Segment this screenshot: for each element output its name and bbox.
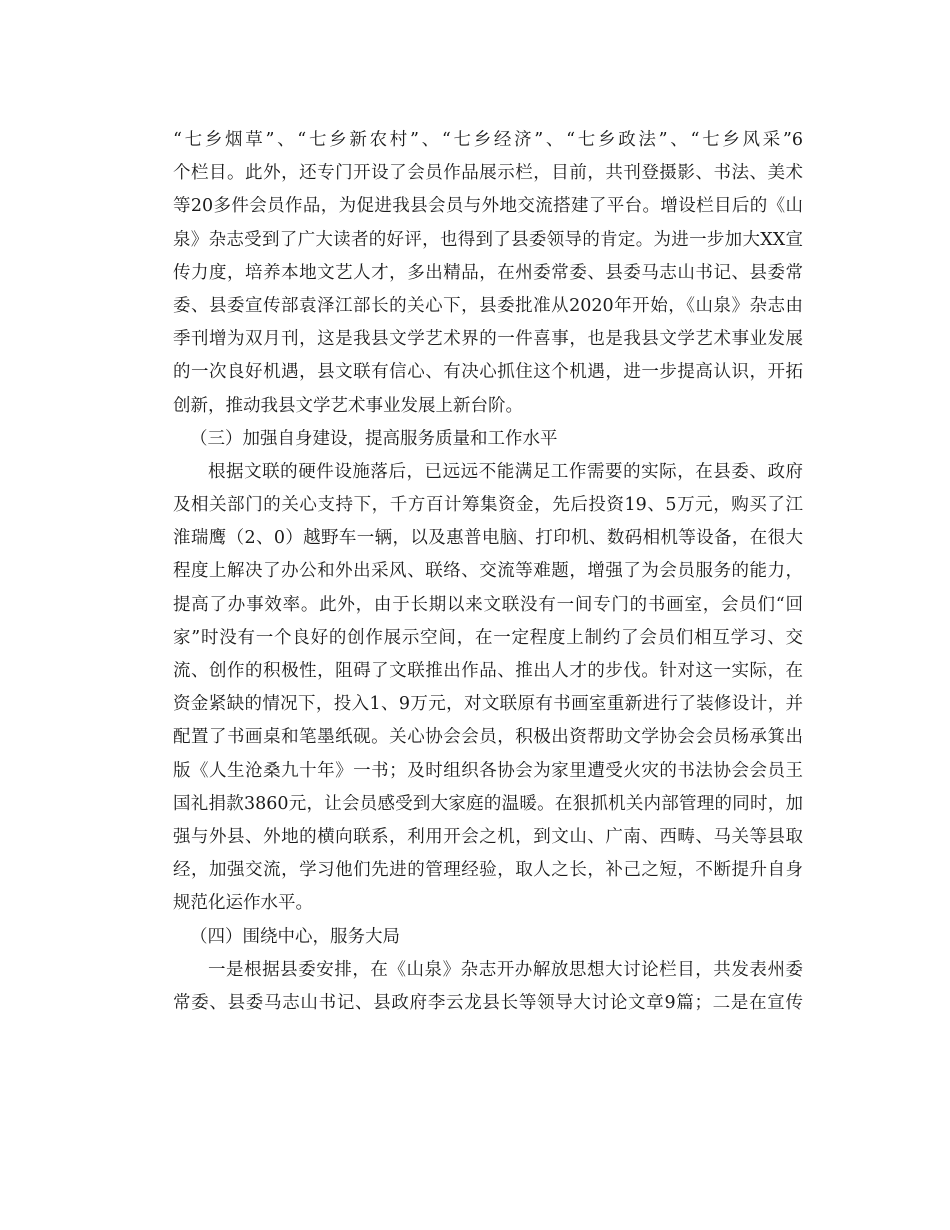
- paragraph-line: [173, 854, 803, 887]
- section-heading: [173, 423, 803, 456]
- line-text: 流、创作的积极性，阻碍了文联推出作品、推出人才的步伐。针对这一实际，在: [173, 661, 803, 681]
- line-text: 经，加强交流，学习他们先进的管理经验，取人之长，补己之短，不断提升自身: [173, 860, 803, 881]
- line-text: 传力度，培养本地文艺人才，多出精品，在州委常委、县委马志山书记、县委常: [173, 262, 803, 283]
- line-text: 规范化运作水平。: [173, 893, 313, 914]
- paragraph-line: [173, 323, 803, 356]
- line-text: 版《人生沧桑九十年》一书；及时组织各协会为家里遭受火灾的书法协会会员王: [173, 760, 803, 781]
- paragraph-line: [173, 290, 803, 323]
- line-text: 委、县委宣传部袁泽江部长的关心下，县委批准从2020年开始，《山泉》杂志由: [173, 295, 803, 316]
- paragraph-line: [173, 954, 803, 987]
- line-text: 根据文联的硬件设施落后，已远远不能满足工作需要的实际，在县委、政府: [208, 461, 803, 482]
- paragraph-line: [173, 688, 803, 721]
- paragraph-line: [173, 721, 803, 754]
- line-text: 一是根据县委安排，在《山泉》杂志开办解放思想大讨论栏目，共发表州委: [208, 959, 803, 980]
- line-text: 泉》杂志受到了广大读者的好评，也得到了县委领导的肯定。为进一步加大XX宣: [173, 229, 803, 250]
- line-text: 创新，推动我县文学艺术事业发展上新台阶。: [173, 395, 523, 416]
- line-text: 强与外县、外地的横向联系，利用开会之机，到文山、广南、西畴、马关等县取: [173, 826, 803, 847]
- line-text: 配置了书画桌和笔墨纸砚。关心协会会员，积极出资帮助文学协会会员杨承箕出: [173, 727, 803, 748]
- line-text: 个栏目。此外，还专门开设了会员作品展示栏，目前，共刊登摄影、书法、美术: [173, 163, 803, 184]
- paragraph-line: [173, 157, 803, 190]
- line-text: 的一次良好机遇，县文联有信心、有决心抓住这个机遇，进一步提高认识，开拓: [173, 362, 803, 383]
- paragraph-line: [173, 987, 803, 1020]
- paragraph-line: [173, 887, 803, 920]
- paragraph-line: [173, 124, 803, 157]
- paragraph-line: [173, 755, 803, 788]
- line-text: 程度上解决了办公和外出采风、联络、交流等难题，增强了为会员服务的能力，: [173, 561, 803, 582]
- line-text: 家”时没有一个良好的创作展示空间，在一定程度上制约了会员们相互学习、交: [173, 627, 803, 648]
- section-heading: [173, 921, 803, 954]
- line-text: 常委、县委马志山书记、县政府李云龙县长等领导大讨论文章9篇；二是在宣传: [173, 992, 803, 1013]
- line-text: 淮瑞鹰（2、0）越野车一辆，以及惠普电脑、打印机、数码相机等设备，在很大: [173, 528, 803, 549]
- line-text: 资金紧缺的情况下，投入1、9万元，对文联原有书画室重新进行了装修设计，并: [173, 694, 803, 715]
- line-text: 及相关部门的关心支持下，千方百计筹集资金，先后投资19、5万元，购买了江: [173, 495, 803, 516]
- line-text: 等20多件会员作品，为促进我县会员与外地交流搭建了平台。增设栏目后的《山: [173, 196, 803, 217]
- line-text: 季刊增为双月刊，这是我县文学艺术界的一件喜事，也是我县文学艺术事业发展: [173, 329, 803, 350]
- paragraph-line: [173, 622, 803, 655]
- paragraph-line: [173, 224, 803, 257]
- line-text: 国礼捐款3860元，让会员感受到大家庭的温暖。在狠抓机关内部管理的同时，加: [173, 793, 803, 814]
- line-text: 提高了办事效率。此外，由于长期以来文联没有一间专门的书画室，会员们“回: [173, 594, 803, 615]
- paragraph-line: [173, 589, 803, 622]
- paragraph-line: [173, 821, 803, 854]
- paragraph-line: [173, 356, 803, 389]
- heading-text: （三）加强自身建设，提高服务质量和工作水平: [190, 428, 558, 449]
- paragraph-line: [173, 257, 803, 290]
- line-text: “七乡烟草”、“七乡新农村”、“七乡经济”、“七乡政法”、“七乡风采”6: [173, 130, 803, 150]
- paragraph-line: [173, 489, 803, 522]
- document-body: [173, 124, 803, 1020]
- paragraph-line: [173, 456, 803, 489]
- paragraph-line: [173, 655, 803, 688]
- paragraph-line: [173, 522, 803, 555]
- paragraph-line: [173, 390, 803, 423]
- heading-text: （四）围绕中心，服务大局: [190, 926, 400, 947]
- paragraph-line: [173, 555, 803, 588]
- paragraph-line: [173, 190, 803, 223]
- paragraph-line: [173, 788, 803, 821]
